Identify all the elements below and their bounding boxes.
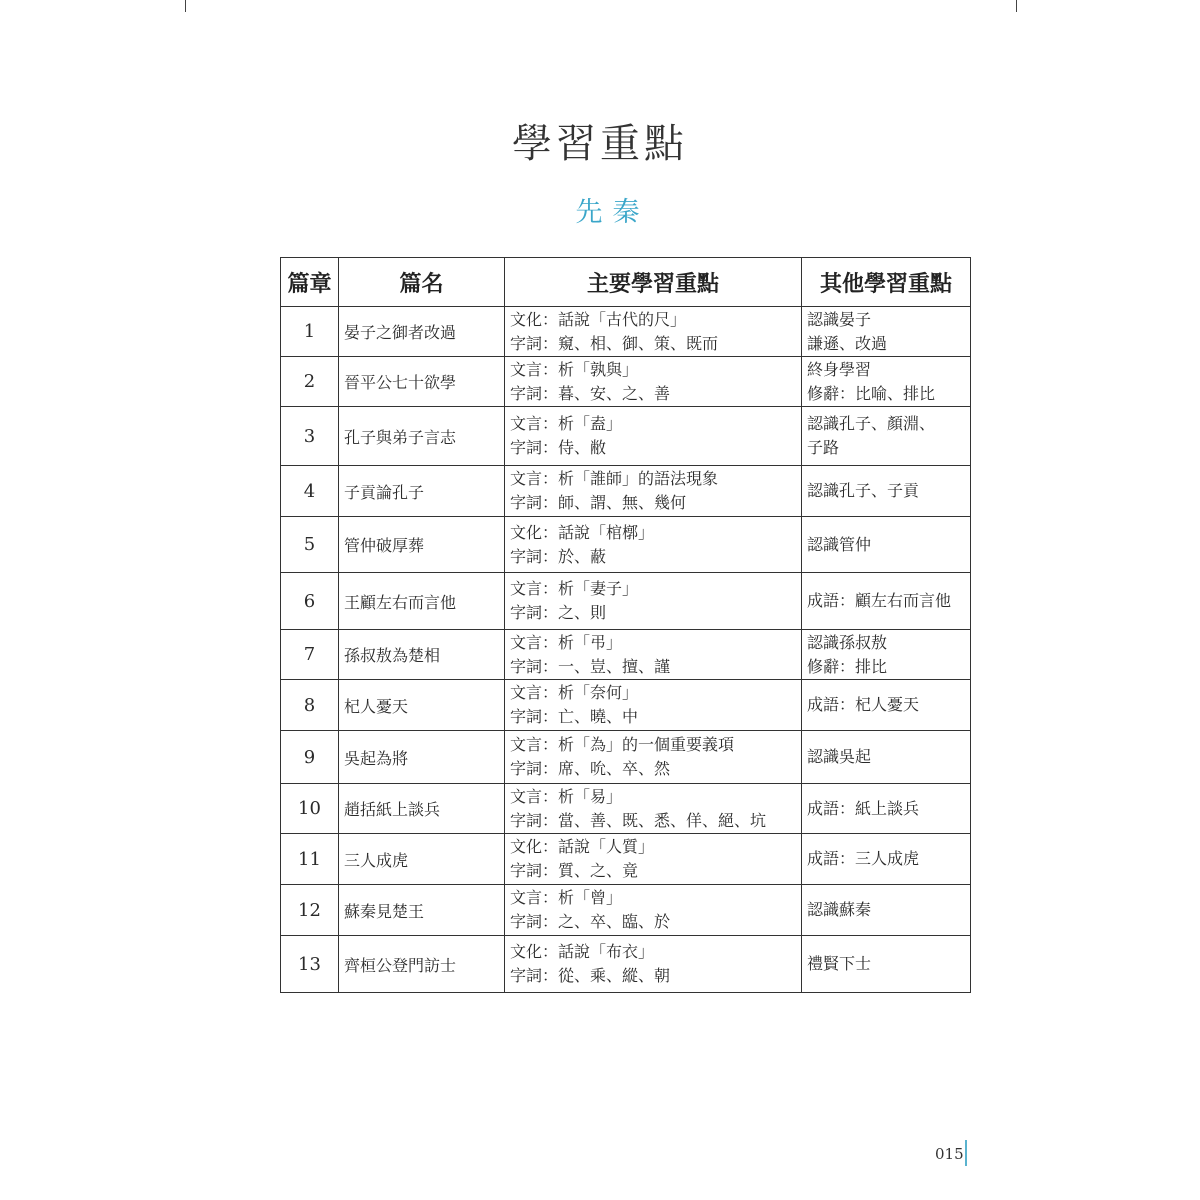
header-title: 篇名 (339, 258, 505, 307)
other-points-cell (802, 517, 971, 573)
chapter-title: 子貢論孔子 (339, 466, 505, 517)
other-point-line: 認識吳起 (807, 747, 872, 766)
other-point-line: 修辭：比喻、排比 (807, 383, 936, 403)
main-point-line: 文言：析「妻子」 (510, 579, 639, 598)
main-point-line: 字詞：窺、相、御、策、既而 (510, 333, 719, 353)
chapter-title: 王顧左右而言他 (339, 573, 505, 630)
main-points-cell (505, 630, 802, 680)
chapter-number: 6 (281, 573, 339, 630)
table-header-row (281, 258, 971, 307)
main-points-cell (505, 573, 802, 630)
main-points-cell (505, 357, 802, 407)
table-row (281, 517, 971, 573)
other-point-line: 禮賢下士 (807, 954, 872, 973)
chapter-number: 11 (281, 834, 339, 885)
other-point-line: 成語：三人成虎 (807, 849, 920, 868)
main-point-line: 字詞：於、蔽 (510, 546, 607, 566)
table-row (281, 834, 971, 885)
other-point-line: 認識管仲 (807, 534, 872, 554)
chapter-title: 齊桓公登門訪士 (339, 936, 505, 993)
table-row (281, 466, 971, 517)
other-point-line: 成語：紙上談兵 (807, 798, 920, 818)
table-row (281, 680, 971, 731)
chapter-title: 孔子與弟子言志 (339, 407, 505, 466)
chapter-number: 2 (281, 357, 339, 407)
other-point-line: 認識晏子 (807, 309, 872, 329)
other-points-cell (802, 784, 971, 834)
main-point-line: 文言：析「誰師」的語法現象 (510, 469, 719, 488)
other-points-cell (802, 466, 971, 517)
main-points-cell (505, 885, 802, 936)
header-chapter: 篇章 (281, 258, 339, 307)
chapter-title: 蘇秦見楚王 (339, 885, 505, 936)
table-row (281, 936, 971, 993)
main-points-cell (505, 307, 802, 357)
chapter-number: 3 (281, 407, 339, 466)
main-point-line: 文化：話說「人質」 (510, 837, 655, 856)
table-row (281, 731, 971, 784)
other-point-line: 修辭：排比 (807, 656, 888, 676)
main-point-line: 文化：話說「布衣」 (510, 942, 655, 961)
table-row (281, 885, 971, 936)
chapter-title: 管仲破厚葬 (339, 517, 505, 573)
chapter-title: 趙括紙上談兵 (339, 784, 505, 834)
header-other-points: 其他學習重點 (802, 258, 971, 307)
chapter-title: 杞人憂天 (339, 680, 505, 731)
other-point-line: 認識孔子、顏淵、 (807, 414, 936, 433)
other-points-cell (802, 630, 971, 680)
table-row (281, 407, 971, 466)
chapter-number: 8 (281, 680, 339, 731)
crop-mark (185, 0, 186, 12)
other-point-line: 成語：杞人憂天 (807, 695, 920, 714)
main-point-line: 文言：析「孰與」 (510, 359, 639, 379)
main-point-line: 文言：析「為」的一個重要義項 (510, 735, 735, 754)
other-points-cell (802, 936, 971, 993)
table-row (281, 630, 971, 680)
page-number-bar (965, 1140, 967, 1166)
chapter-number: 9 (281, 731, 339, 784)
main-point-line: 字詞：當、善、既、悉、佯、絕、坑 (510, 810, 767, 830)
chapter-title: 孫叔敖為楚相 (339, 630, 505, 680)
chapter-number: 7 (281, 630, 339, 680)
page-number: 015 (935, 1145, 964, 1163)
main-points-cell (505, 680, 802, 731)
main-point-line: 文言：析「盍」 (510, 414, 623, 433)
table-row (281, 573, 971, 630)
main-points-cell (505, 784, 802, 834)
chapter-number: 1 (281, 307, 339, 357)
main-point-line: 文言：析「曾」 (510, 888, 623, 907)
main-point-line: 文化：話說「棺槨」 (510, 522, 655, 542)
main-point-line: 字詞：之、卒、臨、於 (510, 912, 671, 931)
other-point-line: 認識孫叔敖 (807, 632, 888, 652)
other-point-line: 終身學習 (807, 359, 872, 379)
chapter-number: 12 (281, 885, 339, 936)
chapter-number: 4 (281, 466, 339, 517)
chapter-number: 5 (281, 517, 339, 573)
study-points-table (280, 257, 971, 993)
other-points-cell (802, 357, 971, 407)
header-main-points: 主要學習重點 (505, 258, 802, 307)
main-point-line: 字詞：之、則 (510, 603, 607, 622)
main-point-line: 字詞：師、謂、無、幾何 (510, 493, 687, 512)
other-points-cell (802, 407, 971, 466)
page-title: 學習重點 (512, 121, 688, 167)
main-points-cell (505, 834, 802, 885)
main-point-line: 字詞：從、乘、縱、朝 (510, 966, 671, 985)
other-points-cell (802, 573, 971, 630)
other-point-line: 成語：顧左右而言他 (807, 591, 952, 610)
main-point-line: 字詞：暮、安、之、善 (510, 383, 671, 403)
other-point-line: 謙遜、改過 (807, 333, 888, 353)
table-row (281, 784, 971, 834)
main-point-line: 字詞：亡、曉、中 (510, 707, 639, 726)
other-point-line: 認識蘇秦 (807, 900, 872, 919)
chapter-number: 13 (281, 936, 339, 993)
main-point-line: 字詞：質、之、竟 (510, 861, 639, 880)
other-points-cell (802, 731, 971, 784)
table-row (281, 307, 971, 357)
crop-mark (1016, 0, 1017, 12)
main-point-line: 文化：話說「古代的尺」 (510, 309, 687, 329)
chapter-title: 三人成虎 (339, 834, 505, 885)
main-point-line: 字詞：侍、敝 (510, 438, 607, 457)
main-point-line: 文言：析「弔」 (510, 632, 623, 652)
other-points-cell (802, 680, 971, 731)
main-point-line: 文言：析「易」 (510, 786, 623, 806)
chapter-number: 10 (281, 784, 339, 834)
other-points-cell (802, 885, 971, 936)
other-points-cell (802, 834, 971, 885)
main-points-cell (505, 517, 802, 573)
other-points-cell (802, 307, 971, 357)
main-points-cell (505, 407, 802, 466)
main-points-cell (505, 936, 802, 993)
section-title: 先秦 (575, 197, 650, 228)
chapter-title: 晉平公七十欲學 (339, 357, 505, 407)
main-point-line: 字詞：一、豈、擅、謹 (510, 656, 671, 676)
main-point-line: 字詞：席、吮、卒、然 (510, 759, 671, 778)
main-points-cell (505, 731, 802, 784)
chapter-title: 吳起為將 (339, 731, 505, 784)
table-row (281, 357, 971, 407)
main-points-cell (505, 466, 802, 517)
main-point-line: 文言：析「奈何」 (510, 683, 639, 702)
other-point-line: 認識孔子、子貢 (807, 481, 920, 500)
other-point-line: 子路 (807, 438, 840, 457)
chapter-title: 晏子之御者改過 (339, 307, 505, 357)
